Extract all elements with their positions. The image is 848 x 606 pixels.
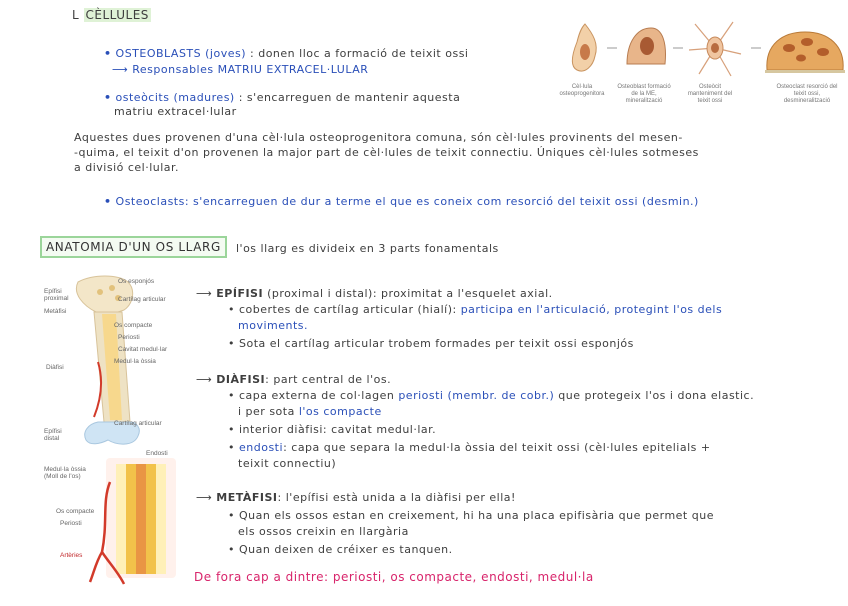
osteoclasts-line: • Osteoclasts: s'encarreguen de dur a terme el que es coneix com resorció del teixit ossi (desmin.): [104, 195, 699, 208]
metafisi-bullet-1: • Quan els ossos estan en creixement, hi ha una placa epifisària que permet que: [228, 509, 714, 522]
metafisi-line: ⟶ METÀFISI: l'epífisi està unida a la diàfisi per ella!: [196, 491, 516, 504]
epifisi-b1-c: moviments.: [238, 319, 309, 332]
label-cartilag-articular-bottom: Cartílag articular: [114, 420, 162, 427]
epifisi-b2: Sota el cartílag articular trobem formades per teixit ossi esponjós: [239, 337, 634, 350]
diafisi-bullet-3: • endosti: capa que separa la medul·la òssia del teixit ossi (cèl·lules epitelials +: [228, 441, 711, 454]
osteocits-term: osteòcits (madures): [115, 91, 235, 104]
epifisi-b1-b: participa en l'articulació, protegint l'os dels: [460, 303, 723, 316]
diafisi-term: DIÀFISI: [216, 373, 266, 386]
diafisi-b1-a: capa externa de col·lagen: [239, 389, 399, 402]
metafisi-b1b: els ossos creixin en llargària: [238, 525, 409, 538]
paragraph-line-2: -quima, el teixit d'on provenen la major part de cèl·lules de teixit connectiu. Úniques cèl·lules sotmeses: [74, 146, 699, 159]
paragraph-line-3: a divisió cel·lular.: [74, 161, 180, 174]
header-title: CÈLLULES: [85, 8, 149, 22]
epifisi-desc: (proximal i distal): proximitat a l'esquelet axial.: [267, 287, 553, 300]
label-os-compacte-bottom: Os compacte: [56, 508, 95, 515]
diafisi-b3-c: teixit connectiu): [238, 457, 337, 470]
diafisi-bullet-1: • capa externa de col·lagen periosti (membr. de cobr.) que protegeix l'os i dona elastic.: [228, 389, 755, 402]
cells-paragraph: [74, 130, 844, 175]
label-os-compacte: Os compacte: [114, 322, 153, 329]
diafisi-line: ⟶ DIÀFISI: part central de l'os.: [196, 373, 392, 386]
osteocits-desc2: matriu extracel·lular: [114, 105, 237, 118]
label-medulla-ossia: Medul·la òssia: [114, 358, 156, 365]
anatomy-intro: l'os llarg es divideix en 3 parts fonamentals: [236, 242, 499, 255]
label-metafisi: Metàfisi: [44, 308, 67, 315]
caption-osteocyte: Osteòcit manteniment del teixit ossi: [687, 84, 733, 104]
diafisi-b1-e: l'os compacte: [298, 405, 382, 418]
osteoblasts-desc: : donen lloc a formació de teixit ossi: [250, 47, 469, 60]
epifisi-line: ⟶ EPÍFISI (proximal i distal): proximitat a l'esquelet axial.: [196, 287, 553, 300]
label-os-esponjos: Os esponjós: [118, 278, 155, 285]
epifisi-bullet-1: • cobertes de cartílag articular (hialí): participa en l'articulació, protegint l'os dels: [228, 303, 723, 316]
section-header: [72, 8, 151, 23]
osteocits-desc: : s'encarreguen de mantenir aquesta: [238, 91, 461, 104]
caption-osteoclast: Osteoclast resorció del teixit ossi, desmineralització: [776, 84, 838, 104]
osteoclasts-term: Osteoclasts: [115, 195, 185, 208]
diafisi-b1-d: i per sota: [238, 405, 299, 418]
epifisi-bullet-2: • Sota el cartílag articular trobem formades per teixit ossi esponjós: [228, 337, 634, 350]
diafisi-b2: interior diàfisi: cavitat medul·lar.: [239, 423, 437, 436]
epifisi-term: EPÍFISI: [216, 287, 264, 300]
label-arteries: Artèries: [60, 552, 83, 559]
label-medulla-ossia-moll: Medul·la òssia (Moll de l'os): [44, 466, 86, 480]
osteoclasts-desc: : s'encarreguen de dur a terme el que es coneix com resorció del teixit ossi (desmin.): [184, 195, 699, 208]
osteoblasts-term: OSTEOBLASTS (joves): [115, 47, 247, 60]
metafisi-term: METÀFISI: [216, 491, 278, 504]
header-arrow: L: [72, 8, 80, 22]
diafisi-b1-line2: [238, 404, 382, 419]
label-endosti: Endosti: [146, 450, 168, 457]
metafisi-b2: Quan deixen de créixer es tanquen.: [239, 543, 453, 556]
metafisi-desc: : l'epífisi està unida a la diàfisi per ella!: [277, 491, 516, 504]
diafisi-b3-a: endosti: [239, 441, 284, 454]
label-periosti: Periosti: [118, 334, 140, 341]
epifisi-b1-a: cobertes de cartílag articular (hialí):: [239, 303, 461, 316]
diafisi-b1-c: que protegeix l'os i dona elastic.: [554, 389, 755, 402]
osteoblasts-sub: ⟶ Responsables MATRIU EXTRACEL·LULAR: [112, 63, 369, 76]
diafisi-desc: : part central de l'os.: [265, 373, 392, 386]
diafisi-bullet-2: • interior diàfisi: cavitat medul·lar.: [228, 423, 437, 436]
metafisi-bullet-2: • Quan deixen de créixer es tanquen.: [228, 543, 453, 556]
label-epifisi-proximal: Epífisi proximal: [44, 288, 69, 302]
layers-summary: De fora cap a dintre: periosti, os compacte, endosti, medul·la: [194, 570, 594, 584]
osteocits-line: • osteòcits (madures) : s'encarreguen de mantenir aquesta: [104, 91, 461, 104]
metafisi-b1: Quan els ossos estan en creixement, hi ha una placa epifisària que permet que: [239, 509, 714, 522]
paragraph-line-1: Aquestes dues provenen d'una cèl·lula osteoprogenitora comuna, són cèl·lules provinents del mesen-: [74, 131, 683, 144]
osteoblasts-line: • OSTEOBLASTS (joves) : donen lloc a formació de teixit ossi: [104, 47, 469, 60]
caption-osteoprogenitor: Cèl·lula osteoprogenitora: [559, 84, 605, 97]
label-periosti-bottom: Periosti: [60, 520, 82, 527]
label-cavitat-medullar: Cavitat medul·lar: [118, 346, 168, 353]
diafisi-b1-b: periosti (membr. de cobr.): [398, 389, 555, 402]
caption-osteoblast: Osteoblast formació de la ME, mineralització: [617, 84, 671, 104]
label-diafisi: Diàfisi: [46, 364, 64, 371]
anatomy-title: ANATOMIA D'UN OS LLARG: [40, 236, 227, 258]
diafisi-b3-b: : capa que separa la medul·la òssia del teixit ossi (cèl·lules epitelials +: [283, 441, 711, 454]
label-epifisi-distal: Epífisi distal: [44, 428, 62, 442]
label-cartilag-articular: Cartílag articular: [118, 296, 166, 303]
